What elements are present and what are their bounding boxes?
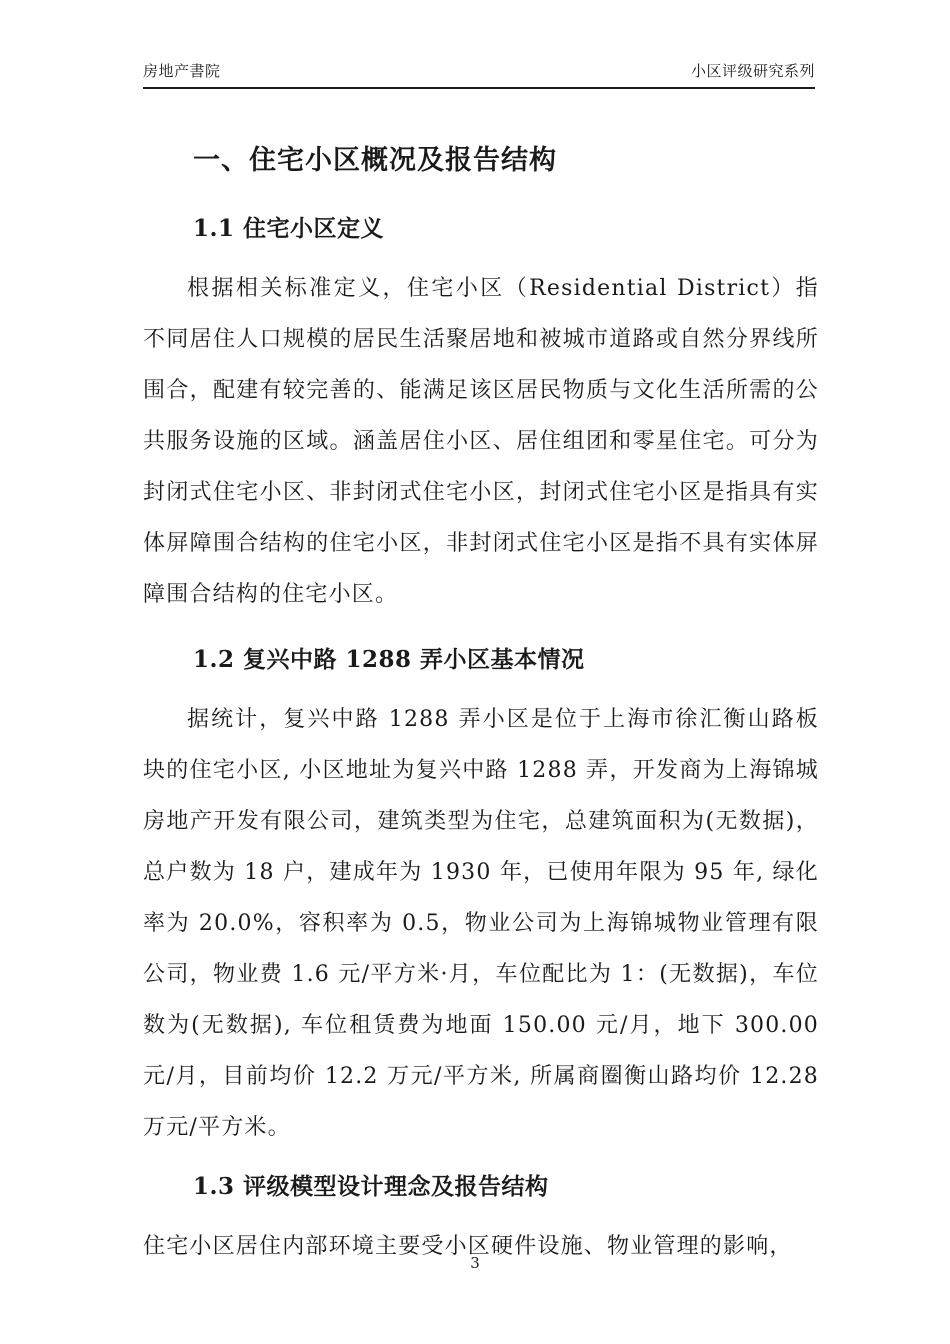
section-heading-1-3: 1.3 评级模型设计理念及报告结构 — [193, 1173, 549, 1200]
page-footer — [0, 1254, 950, 1272]
section-1-1-paragraph: 根据相关标准定义，住宅小区（Residential District）指不同居住人口规模的居民生活聚居地和被城市道路或自然分界线所围合，配建有较完善的、能满足该区居民物质与文化生活所需的公共服务设施的区域。涵盖居住小区、居住组团和零星住宅。可分为封闭式住宅小区、非封闭式住宅小区，封闭式住宅小区是指具有实体屏障围合结构的住宅小区，非封闭式住宅小区是指不具有实体屏障围合结构的住宅小区。 — [143, 276, 819, 607]
chapter-title: 一、住宅小区概况及报告结构 — [193, 145, 557, 176]
section-1-3-paragraph: 住宅小区居住内部环境主要受小区硬件设施、物业管理的影响， — [143, 1234, 793, 1259]
section-heading-1-2: 1.2 复兴中路 1288 弄小区基本情况 — [193, 646, 585, 673]
page-number: 3 — [470, 1254, 480, 1272]
section-heading-1-1: 1.1 住宅小区定义 — [193, 215, 385, 242]
header-left-text: 房地产書院 — [143, 62, 221, 80]
header-right-text: 小区评级研究系列 — [690, 62, 815, 80]
section-1-2-paragraph: 据统计，复兴中路 1288 弄小区是位于上海市徐汇衡山路板块的住宅小区, 小区地址为复兴中路 1288 弄，开发商为上海锦城房地产开发有限公司，建筑类型为住宅，总建筑面积为(无数据)，总户数为 18 户，建成年为 1930 年，已使用年限为 95 年, 绿化率为 20.0%，容积率为 0.5，物业公司为上海锦城物业管理有限公司，物业费 1.6 元/平方米·月，车位配比为 1：(无数据)，车位数为(无数据), 车位租赁费为地面 150.00 元/月，地下 300.00 元/月，目前均价 12.2 万元/平方米, 所属商圈衡山路均价 12.28 万元/平方米。 — [143, 707, 819, 1140]
page-header — [143, 0, 815, 89]
document-body — [143, 139, 819, 1272]
